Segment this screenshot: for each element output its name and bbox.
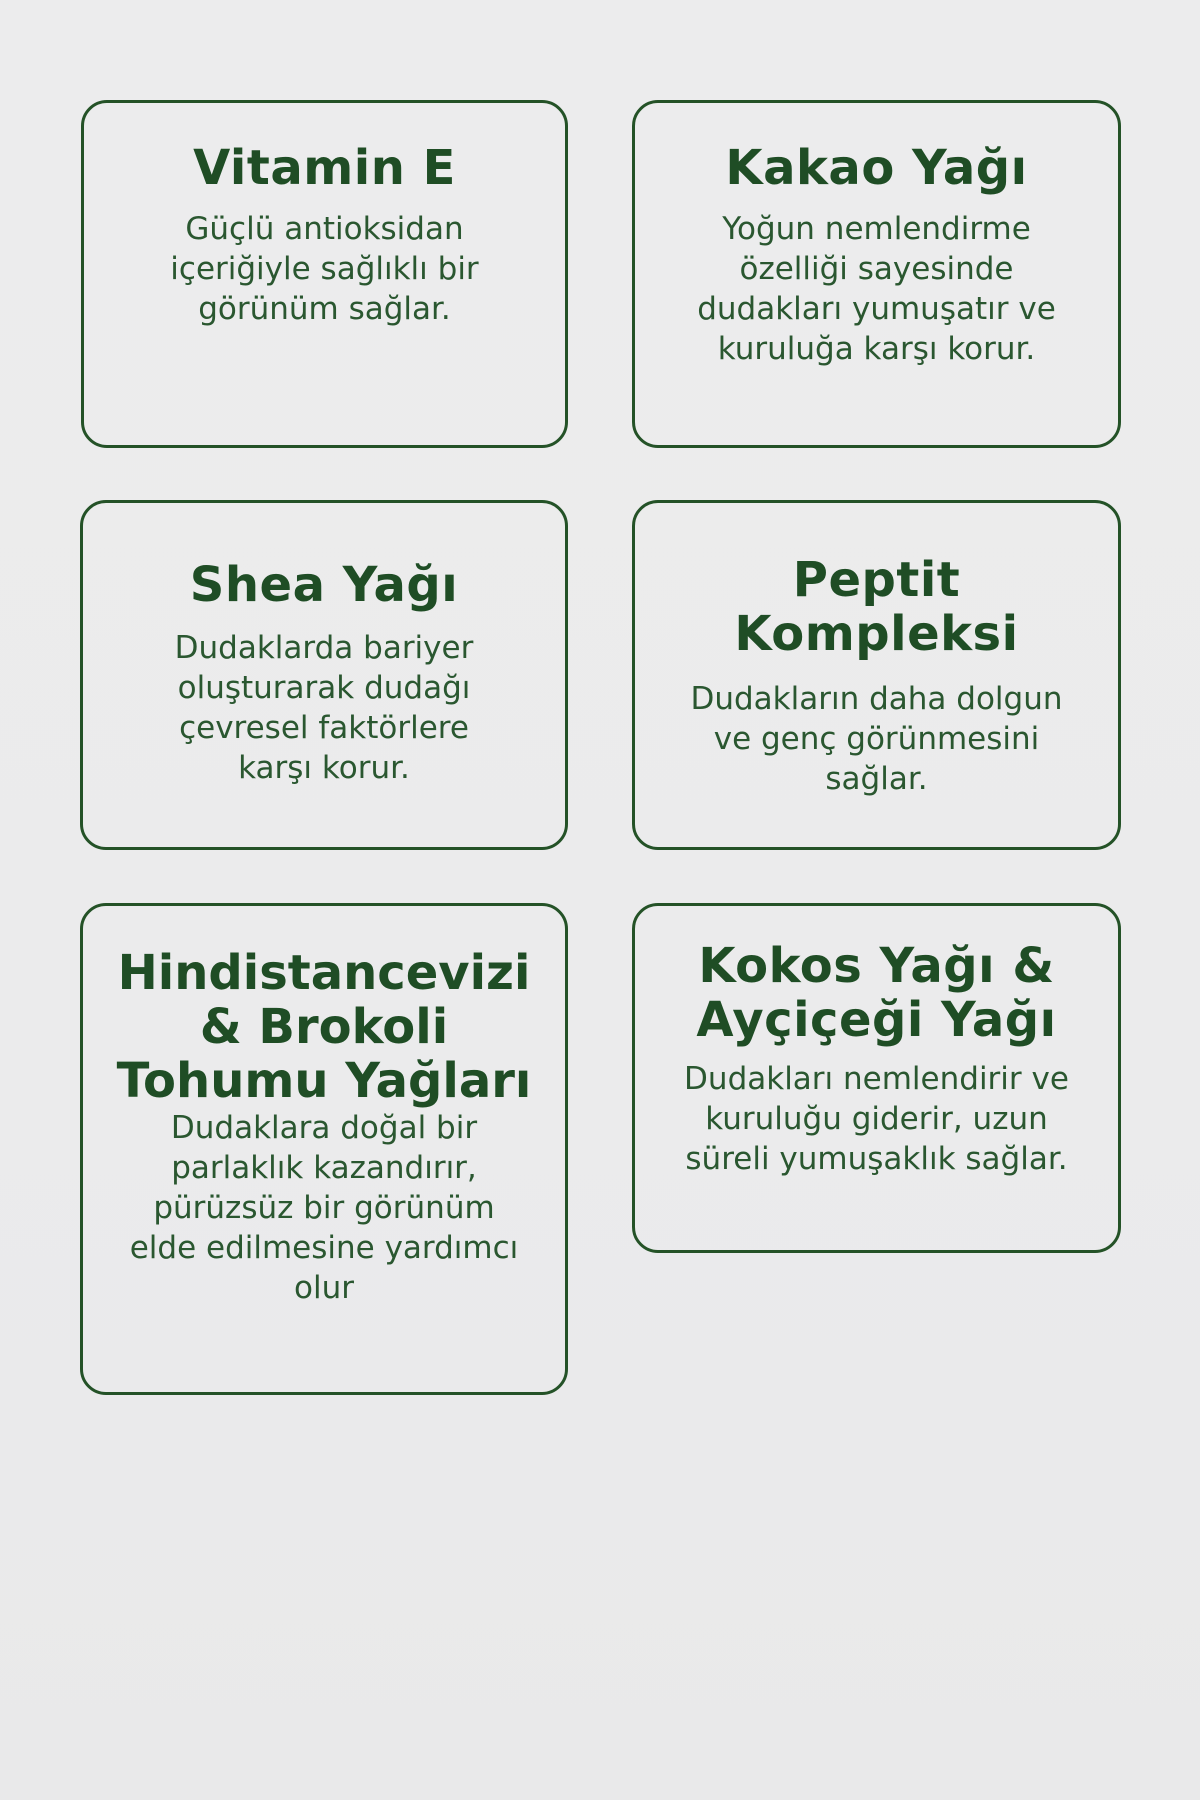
card-title: Shea Yağı [189, 557, 459, 613]
card-title: Kokos Yağı & Ayçiçeği Yağı [696, 938, 1057, 1048]
ingredient-card-kokos-aycicegi [632, 903, 1121, 1253]
ingredient-card-peptit-kompleksi [632, 500, 1121, 850]
card-title: Vitamin E [193, 140, 456, 196]
card-title: Hindistancevizi & Brokoli Tohumu Yağları [116, 945, 532, 1109]
card-description: Dudakların daha dolgun ve genç görünmesini sağlar. [690, 681, 1063, 797]
card-title: Peptit Kompleksi [734, 552, 1019, 662]
ingredient-card-shea-yagi [80, 500, 568, 850]
card-title: Kakao Yağı [725, 140, 1028, 196]
card-description: Yoğun nemlendirme özelliği sayesinde dudakları yumuşatır ve kuruluğa karşı korur. [697, 211, 1056, 367]
card-description: Dudaklarda bariyer oluşturarak dudağı çevresel faktörlere karşı korur. [174, 630, 474, 786]
card-description: Dudaklara doğal bir parlaklık kazandırır, pürüzsüz bir görünüm elde edilmesine yardımcı olur [129, 1110, 519, 1306]
ingredient-card-kakao-yagi [632, 100, 1121, 448]
ingredient-card-hindistancevizi-brokoli [80, 903, 568, 1395]
ingredient-card-vitamin-e [81, 100, 568, 448]
card-description: Güçlü antioksidan içeriğiyle sağlıklı bir görünüm sağlar. [170, 211, 479, 327]
card-description: Dudakları nemlendirir ve kuruluğu giderir, uzun süreli yumuşaklık sağlar. [684, 1061, 1069, 1177]
